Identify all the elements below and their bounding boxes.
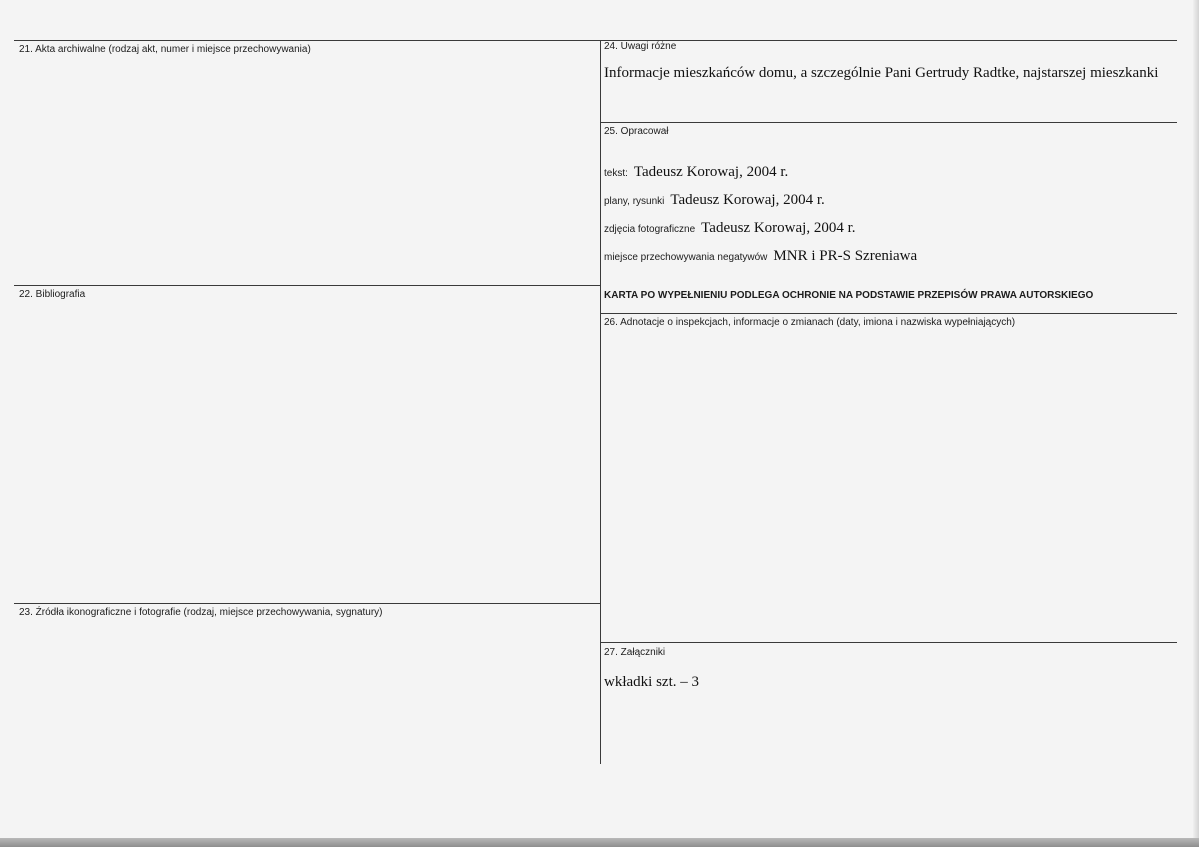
author-photos-label: zdjęcia fotograficzne xyxy=(604,224,696,235)
rule-27-top xyxy=(600,642,1177,643)
author-plans-label: plany, rysunki xyxy=(604,196,665,207)
author-photos-row xyxy=(604,219,856,239)
author-text-row xyxy=(604,163,788,183)
negatives-location-label: miejsce przechowywania negatywów xyxy=(604,252,768,263)
section-26-label: 26. Adnotacje o inspekcjach, informacje o zmianach (daty, imiona i nazwiska wypełniających) xyxy=(604,317,1016,328)
rule-23-top xyxy=(14,603,600,604)
column-divider xyxy=(600,40,601,764)
negatives-location-value: MNR i PR-S Szreniawa xyxy=(773,248,918,264)
rule-top xyxy=(14,40,1177,41)
section-23-label: 23. Źródła ikonograficzne i fotografie (rodzaj, miejsce przechowywania, sygnatury) xyxy=(19,607,383,618)
author-text-value: Tadeusz Korowaj, 2004 r. xyxy=(633,164,789,180)
rule-22-top xyxy=(14,285,600,286)
rule-25-top xyxy=(600,122,1177,123)
section-24-remarks: Informacje mieszkańców domu, a szczególnie Pani Gertrudy Radtke, najstarszej mieszkanki xyxy=(604,65,1159,81)
copyright-notice: KARTA PO WYPEŁNIENIU PODLEGA OCHRONIE NA PODSTAWIE PRZEPISÓW PRAWA AUTORSKIEGO xyxy=(604,290,1094,301)
author-photos-value: Tadeusz Korowaj, 2004 r. xyxy=(701,220,856,236)
section-25-label: 25. Opracował xyxy=(604,126,669,137)
section-27-label: 27. Załączniki xyxy=(604,647,666,658)
author-plans-row xyxy=(604,191,825,211)
sheet-right-edge xyxy=(1193,0,1199,840)
section-24-label: 24. Uwagi różne xyxy=(604,41,677,52)
rule-26-top xyxy=(600,313,1177,314)
author-plans-value: Tadeusz Korowaj, 2004 r. xyxy=(670,192,825,208)
negatives-location-row xyxy=(604,247,917,267)
attachments-value: wkładki szt. – 3 xyxy=(604,674,699,690)
scanner-bottom-edge xyxy=(0,838,1199,847)
section-21-label: 21. Akta archiwalne (rodzaj akt, numer i miejsce przechowywania) xyxy=(19,44,311,55)
section-22-label: 22. Bibliografia xyxy=(19,289,86,300)
author-text-label: tekst: xyxy=(604,168,628,179)
